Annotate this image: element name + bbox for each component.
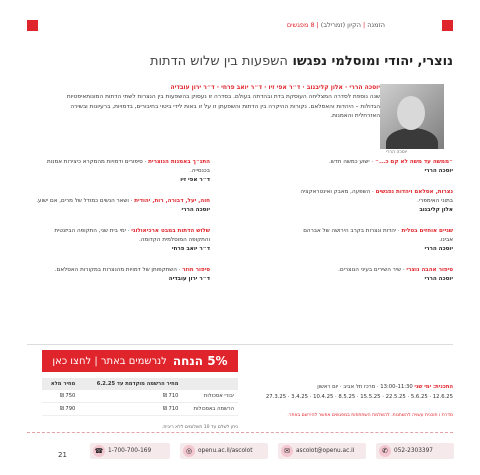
table-row <box>42 403 238 416</box>
section-divider <box>27 344 453 345</box>
session-speaker: ד״ר אפי זיו <box>180 177 210 183</box>
sessions-column-right <box>293 158 453 296</box>
session-title: חוה, יעל, דבורה, רות, יהודית <box>134 198 210 204</box>
session-desc: · ימי בית שני, התקופה הביזנטית והתקופה המוסלמית הקדומה. <box>54 228 210 243</box>
session-item <box>293 266 453 284</box>
promo-discount: 5% הנחה <box>172 354 228 368</box>
red-square-marker <box>27 20 38 31</box>
price-table-header <box>42 378 238 390</box>
breadcrumb: הזמנה|הקיון (זמרילב)|8 מפגשים <box>286 21 385 29</box>
session-speaker: ד״ר ירון עובדיה <box>168 276 210 282</box>
session-item <box>34 227 210 254</box>
session-title: נצרות, אסלאם ויהדות נפגשים <box>375 189 453 195</box>
session-speaker: אלון קליבנוב <box>419 207 453 213</box>
session-desc: · ישוע כמשה חדש. <box>329 159 375 165</box>
session-item <box>293 227 453 254</box>
dashed-separator <box>27 432 453 433</box>
table-row <box>42 390 238 403</box>
sessions-column-left <box>34 158 210 296</box>
session-speaker: יוסכה הררי <box>181 207 210 213</box>
promo-text: לנרשמים באתר | לחצו כאן <box>52 355 167 367</box>
price-note: ניתן לשלם עד 10 תשלומים ללא ריבית. <box>161 425 238 430</box>
contact-phone-1[interactable] <box>376 443 454 459</box>
session-item <box>34 197 210 215</box>
price-cell: 710 ₪ <box>79 390 182 403</box>
price-header-cell <box>182 378 238 390</box>
session-title: שגיים אוחזים בטלית <box>401 228 453 234</box>
schedule-dates: 12.6.25 · 5.6.25 · 22.5.25 · 15.5.25 · 8.5.25 · 10.4.25 · 3.4.25 · 27.3.25 <box>265 394 453 400</box>
schedule <box>233 382 453 402</box>
whatsapp-icon: ✆ <box>379 445 391 457</box>
schedule-line1: 13:00-11:30 · מרכז תל אביב · יום ראשון <box>317 384 413 390</box>
schedule-note: מדרת ו תוכנית עשויה להשתנות. להשלמת השתתפות במפגשים אפשר להירשם באתר. <box>287 413 453 418</box>
session-item <box>34 158 210 185</box>
session-speaker: יוסכה הררי <box>424 168 453 174</box>
title-bold: נוצרי, יהודי ומוסלמי נפגשו <box>292 54 453 69</box>
price-header-cell: מחיר הרשמה מוקדמת עד 6.2.25 <box>79 378 182 390</box>
phone-icon: ☎ <box>94 447 104 455</box>
session-title: ״ממשה עד משה לא קם כ...״ <box>374 159 453 165</box>
session-desc: · סיפורים ודמויות מהמקרא כיצירות אמנות בכנסייה. <box>47 159 210 174</box>
globe-icon: ◎ <box>183 445 195 457</box>
session-speaker: ד״ר יואב פרחי <box>171 246 210 252</box>
session-item <box>293 188 453 215</box>
breadcrumb-part[interactable]: 8 מפגשים <box>286 21 315 29</box>
price-cell: 790 ₪ <box>42 403 79 416</box>
price-header-cell: מחיר מלא <box>42 378 79 390</box>
session-desc: · השפעה, מאבק ואינטראקציה בתוני האימפרי. <box>300 189 453 204</box>
session-speaker: יוסכה הררי <box>424 246 453 252</box>
session-title: שלוש הדתות במבט ארכיאולוגי <box>131 228 210 234</box>
session-item <box>34 266 210 284</box>
contact-email-text: ascolot@openu.ac.il <box>296 448 355 454</box>
lecturer-photo <box>380 84 444 149</box>
page-number: 21 <box>58 451 67 459</box>
session-desc: · שיר השירים בעיני הנוצרים. <box>338 267 407 273</box>
price-cell: יבורי אסכולות <box>182 390 238 403</box>
price-cell: 710 ₪ <box>79 403 182 416</box>
title-rest: השפעות בין שלוש הדתות <box>149 54 288 69</box>
contact-email[interactable] <box>278 443 366 459</box>
red-square-marker <box>442 20 453 31</box>
session-speaker: יוסכה הררי <box>424 276 453 282</box>
contact-phone-2-text: 1-700-700-169 <box>108 448 152 454</box>
schedule-label: התכנית: ימי שני <box>414 384 453 390</box>
price-table <box>42 378 238 416</box>
photo-caption: יוסכה הררי <box>386 150 407 155</box>
session-desc: · השתקפותן של דמויות מהנצרות במקורות האסלאם. <box>54 267 183 273</box>
email-icon: ✉ <box>281 445 293 457</box>
price-cell: 750 ₪ <box>42 390 79 403</box>
page-title <box>80 54 453 69</box>
promo-banner[interactable] <box>42 350 238 372</box>
session-item <box>293 158 453 176</box>
lecturers-line: יוסכה הררי · אלון קליבנוב · ד״ר אפי זיו · ד״ר יואב פרחי · ד״ר ירון עובדיה <box>170 84 380 91</box>
session-title: סיפור חוזר <box>182 267 210 273</box>
session-title: התנ״ך באמנות הנוצרית <box>148 159 210 165</box>
contact-website-text: openu.ac.il/ascolot <box>198 448 253 454</box>
session-desc: · ושאר הנשים כמודל של מרים, אם ישוע. <box>36 198 135 204</box>
session-desc: · יהדות ונצרות בקרב הירושה של אברהם אבינו. <box>303 228 453 243</box>
contact-phone-1-text: 052-2303397 <box>394 448 433 454</box>
breadcrumb-part[interactable]: הקיון (זמרילב) <box>320 21 362 29</box>
price-cell: הרשמה באסכולות <box>182 403 238 416</box>
contact-phone-2[interactable] <box>90 443 170 459</box>
session-title: סיפור אהבה נוצרי <box>406 267 453 273</box>
contact-website[interactable] <box>180 443 268 459</box>
breadcrumb-part[interactable]: הזמנה <box>367 21 385 29</box>
intro-paragraph: שנה נוספת לסדרה המצליחה העוסקת בדת ובהדתה בעולם. בסדרה זו נעסוק בהשפעות בין הנצרות לשתי הדתות המונותאיסטיות הגדולות – היהדות והאסלאם. נקורות ההיקרה בין הדתות והשפעתן זו על זו באות לידי ביטוי בחיבורים, בדמויות, ברעיונות ובשירה האזרחלית והאמנות. <box>66 94 380 119</box>
